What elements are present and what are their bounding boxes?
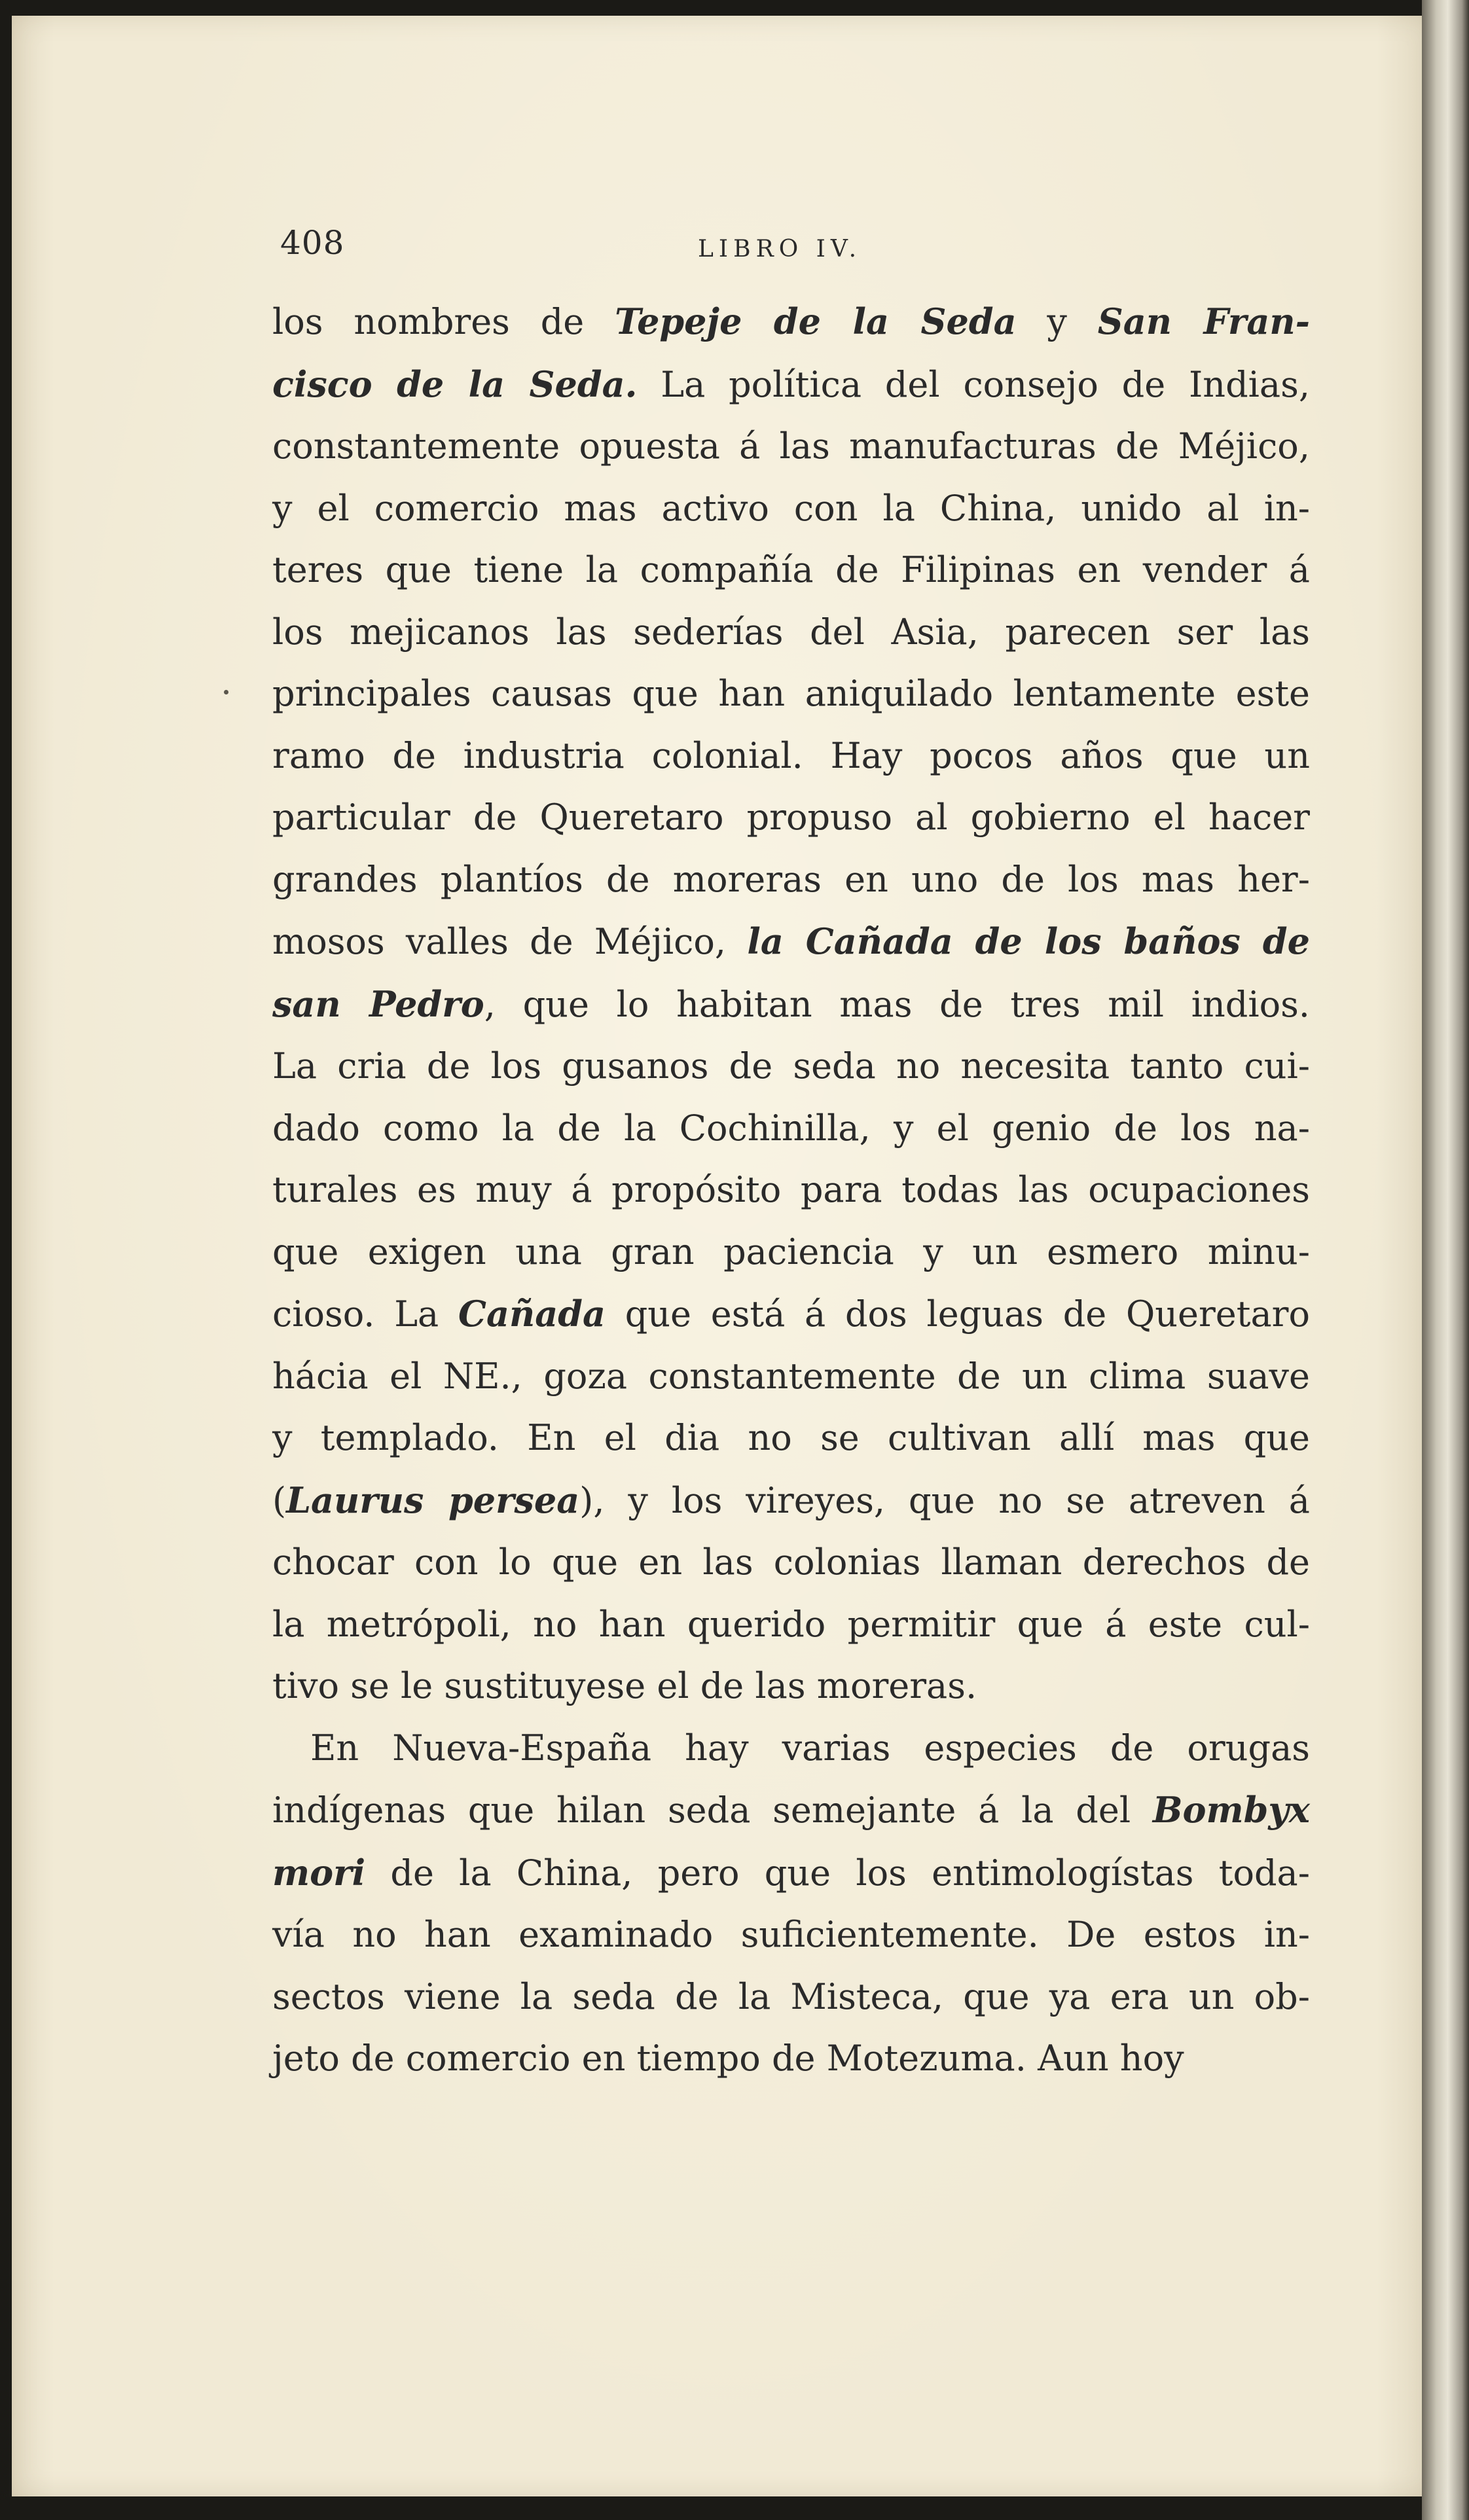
italic-run: San Fran- xyxy=(1097,300,1310,342)
text-line xyxy=(272,1594,1310,1656)
text-line xyxy=(272,973,1310,1036)
text-run: jeto de comercio en tiempo de Motezuma. Aun hoy xyxy=(272,2038,1184,2079)
text-line xyxy=(272,1655,1310,1718)
italic-run: san Pedro xyxy=(272,982,484,1025)
text-line xyxy=(272,416,1310,478)
text-run: vía no han examinado suficientemente. De estos in- xyxy=(272,1914,1310,1955)
text-run: de la China, pero que los entimologístas toda- xyxy=(365,1852,1310,1894)
text-line xyxy=(272,1221,1310,1284)
running-head: LIBRO IV. xyxy=(698,236,862,262)
text-line xyxy=(272,539,1310,602)
text-run: dado como la de la Cochinilla, y el genio de los na- xyxy=(272,1107,1310,1149)
text-run: que está á dos leguas de Queretaro xyxy=(605,1293,1310,1335)
page-header xyxy=(272,219,1310,291)
italic-run: la Cañada de los baños de xyxy=(747,920,1310,962)
text-run: ramo de industria colonial. Hay pocos años que un xyxy=(272,734,1310,776)
text-run: constantemente opuesta á las manufacturas de Méjico, xyxy=(272,425,1310,467)
body-text xyxy=(272,291,1310,2090)
book-edge xyxy=(1422,0,1469,2520)
text-run: cioso. La xyxy=(272,1293,458,1335)
text-line xyxy=(272,1098,1310,1160)
text-run: La cria de los gusanos de seda no necesita tanto cui- xyxy=(272,1045,1310,1087)
text-run: chocar con lo que en las colonias llaman derechos de xyxy=(272,1541,1310,1583)
text-run: La política del consejo de Indias, xyxy=(637,363,1310,405)
text-run: los nombres de xyxy=(272,301,615,342)
text-run: particular de Queretaro propuso al gobierno el hacer xyxy=(272,797,1310,838)
text-run: hácia el NE., goza constantemente de un clima suave xyxy=(272,1355,1310,1397)
text-run: teres que tiene la compañía de Filipinas en vender á xyxy=(272,549,1310,590)
text-line xyxy=(272,910,1310,973)
text-run: y xyxy=(1016,301,1098,342)
text-run: que exigen una gran paciencia y un esmero minu- xyxy=(272,1231,1310,1272)
text-run: , que lo habitan mas de tres mil indios. xyxy=(484,983,1310,1025)
text-block xyxy=(272,219,1310,2090)
italic-run: Cañada xyxy=(458,1293,606,1335)
ink-speck xyxy=(224,690,228,694)
book-page xyxy=(12,16,1434,2496)
text-line xyxy=(272,787,1310,849)
text-run: sectos viene la seda de la Misteca, que ya era un ob- xyxy=(272,1975,1310,2017)
text-run: principales causas que han aniquilado lentamente este xyxy=(272,673,1310,714)
text-run: grandes plantíos de moreras en uno de los mas her- xyxy=(272,858,1310,900)
text-run: los mejicanos las sederías del Asia, parecen ser las xyxy=(272,611,1310,653)
text-line xyxy=(272,291,1310,353)
text-line xyxy=(272,1718,1310,1780)
text-run: indígenas que hilan seda semejante á la del xyxy=(272,1790,1153,1831)
text-line xyxy=(272,1159,1310,1221)
text-run: la metrópoli, no han querido permitir que á este cul- xyxy=(272,1603,1310,1645)
text-run: y templado. En el dia no se cultivan allí mas que xyxy=(272,1417,1310,1458)
text-line xyxy=(272,602,1310,664)
text-line xyxy=(272,1283,1310,1346)
text-line xyxy=(272,1035,1310,1098)
text-run: ( xyxy=(272,1479,287,1521)
text-line xyxy=(272,1407,1310,1469)
text-line xyxy=(272,353,1310,416)
italic-run: cisco de la Seda. xyxy=(272,363,638,405)
text-run: En Nueva-España hay varias especies de orugas xyxy=(310,1727,1310,1769)
paragraph xyxy=(272,291,1310,1718)
italic-run: Laurus persea xyxy=(286,1479,580,1521)
text-run: mosos valles de Méjico, xyxy=(272,921,748,962)
text-line xyxy=(272,1346,1310,1408)
text-run: turales es muy á propósito para todas las ocupaciones xyxy=(272,1169,1310,1210)
text-line xyxy=(272,1904,1310,1966)
paragraph xyxy=(272,1718,1310,2090)
text-line xyxy=(272,1842,1310,1905)
page-number: 408 xyxy=(280,224,345,262)
text-line xyxy=(272,849,1310,911)
text-run: ), y los vireyes, que no se atreven á xyxy=(579,1479,1310,1521)
text-line xyxy=(272,1469,1310,1532)
text-line xyxy=(272,1532,1310,1594)
text-line xyxy=(272,1966,1310,2028)
text-line xyxy=(272,478,1310,540)
italic-run: Bombyx xyxy=(1152,1789,1310,1831)
text-line xyxy=(272,725,1310,787)
text-line xyxy=(272,1779,1310,1842)
text-line xyxy=(272,663,1310,725)
text-run: tivo se le sustituyese el de las moreras. xyxy=(272,1665,977,1706)
italic-run: mori xyxy=(272,1851,366,1894)
text-run: y el comercio mas activo con la China, unido al in- xyxy=(272,487,1310,529)
text-line xyxy=(272,2028,1310,2090)
italic-run: Tepeje de la Seda xyxy=(615,300,1017,342)
